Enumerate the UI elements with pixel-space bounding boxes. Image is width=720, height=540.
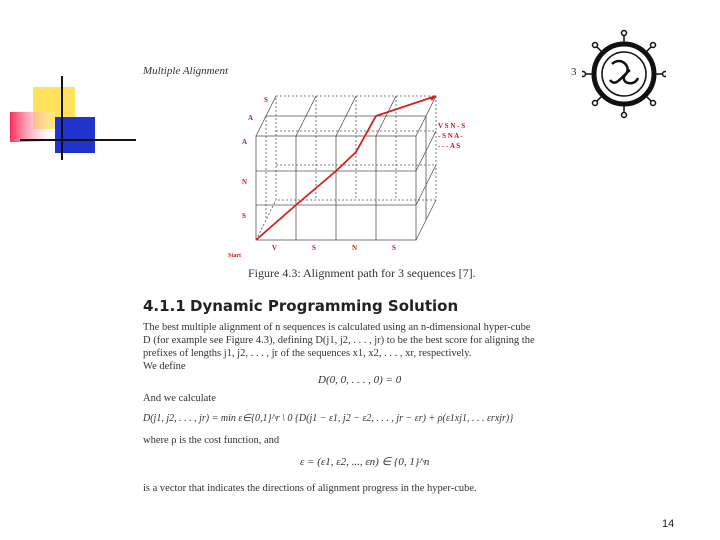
axis-letter-left-3: S	[242, 212, 246, 220]
section-number: 4.1.1	[143, 297, 186, 315]
axis-letter-bottom-3: N	[352, 244, 358, 252]
cube-grid	[256, 96, 436, 240]
paragraph-line-3: prefixes of lengths j1, j2, . . . , jr of the sequences x1, x2, . . . , xr, respectively.	[143, 348, 472, 359]
axis-letter-left-2: N	[242, 178, 248, 186]
page-number: 14	[662, 518, 675, 530]
page-header-number: 3	[571, 66, 577, 78]
alignment-cube-figure	[226, 92, 508, 260]
virus-logo	[582, 16, 666, 126]
paragraph-line-1: The best multiple alignment of n sequences is calculated using an n-dimensional hyper-cube	[143, 322, 531, 333]
decorative-blocks	[0, 70, 140, 170]
alignment-row-2: - S N A -	[438, 132, 463, 140]
equation-base-case: D(0, 0, . . . , 0) = 0	[318, 374, 402, 386]
page-header-title: Multiple Alignment	[143, 65, 229, 77]
axis-letter-left-1: A	[242, 138, 248, 146]
start-label: Start	[228, 253, 241, 259]
equation-recurrence: D(j1, j2, . . . , jr) = min ε∈{0,1}^r \ 0 {D(j1 − ε1, j2 − ε2, . . . , jr − εr) + ρ(ε1xj1, . . . εrxjr)}	[143, 413, 514, 424]
section-title: Dynamic Programming Solution	[190, 297, 459, 315]
axis-letter-bottom-4: S	[392, 244, 396, 252]
define-text: We define	[143, 361, 186, 372]
alignment-row-3: - - - A S	[438, 142, 461, 150]
where-text: where ρ is the cost function, and	[143, 435, 280, 446]
axis-letter-bottom-1: V	[272, 244, 278, 252]
equation-epsilon-vector: ε = (ε1, ε2, ..., εn) ∈ {0, 1}^n	[300, 456, 430, 468]
axis-letter-bottom-2: S	[312, 244, 316, 252]
red-gradient-bar	[10, 112, 55, 142]
axis-letter-top-1: S	[264, 96, 268, 104]
axis-letter-top-2: A	[248, 114, 254, 122]
alignment-path	[256, 96, 436, 240]
final-text: is a vector that indicates the directions of alignment progress in the hyper-cube.	[143, 483, 477, 494]
paragraph-line-2: D (for example see Figure 4.3), defining D(j1, j2, . . . , jr) to be the best score for aligning the	[143, 335, 535, 346]
alignment-row-1: V S N - S	[438, 122, 466, 130]
calculate-text: And we calculate	[143, 393, 216, 404]
figure-caption: Figure 4.3: Alignment path for 3 sequences [7].	[248, 266, 476, 280]
